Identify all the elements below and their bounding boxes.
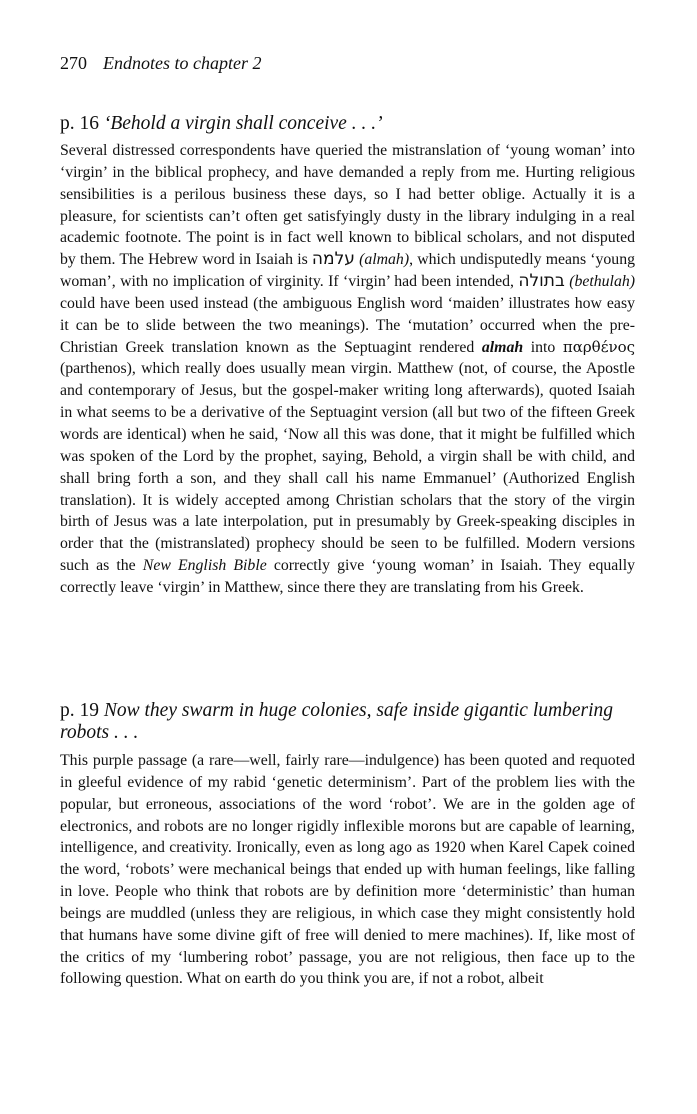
almah-transliteration: (almah): [359, 251, 410, 269]
running-header: [60, 52, 261, 74]
note-page-reference: p. 16: [60, 113, 99, 134]
book-title-neb: New English Bible: [142, 557, 267, 575]
almah-emphasis: almah: [481, 338, 524, 356]
paragraph: Several distressed correspondents have queried the mistranslation of ‘young woman’ into ‘virgin’ in the biblical prophecy, and have demanded a reply from me. Hurting religious sensibilities is a perilous business these days, so I had better oblige. Actually it is a pleasure, for scientists can’t often get satisfyingly dusty in the library indulging in a real academic footnote. The point is in fact well known to biblical scholars, and not disputed by them. The Hebrew word in Isaiah is עלמה (almah), which undisputedly means ‘young woman’, with no implication of virginity. If ‘virgin’ had been intended, בתולה (bethulah) could have been used instead (the ambiguous English word ‘maiden’ illustrates how easy it can be to slide between the two meanings). The ‘mutation’ occurred when the pre-Christian Greek translation known as the Septuagint rendered almah into παρθένος (parthenos), which really does usually mean virgin. Matthew (not, of course, the Apostle and contemporary of Jesus, but the gospel-maker writing long afterwards), quoted Isaiah in what seems to be a derivative of the Septuagint version (all but two of the fifteen Greek words are identical) when he said, ‘Now all this was done, that it might be fulfilled which was spoken of the Lord by the prophet, saying, Behold, a virgin shall be with child, and shall bring forth a son, and they shall call his name Emmanuel’ (Authorized English translation). It is widely accepted among Christian scholars that the story of the virgin birth of Jesus was a late interpolation, put in presumably by Greek-speaking disciples in order that the (mistranslated) prophecy should be seen to be fulfilled. Modern versions such as the New English Bible correctly give ‘young woman’ in Isaiah. They equally correctly leave ‘virgin’ in Matthew, since there they are translating from his Greek.: [60, 142, 636, 596]
hebrew-bethulah: בתולה: [518, 271, 565, 292]
note-body-p19: [60, 750, 635, 990]
greek-parthenos: παρθένος: [562, 337, 636, 356]
page-number: 270: [60, 53, 87, 73]
note-body-p16: [60, 140, 635, 599]
note-quotation: Now they swarm in huge colonies, safe inside gigantic lumbering robots . . .: [60, 700, 613, 743]
paragraph: This purple passage (a rare—well, fairly rare—indulgence) has been quoted and requoted in gleeful evidence of my rabid ‘genetic determinism’. Part of the problem lies with the popular, but erroneous, associations of the word ‘robot’. We are in the golden age of electronics, and robots are no longer rigidly inflexible morons but are capable of learning, intelligence, and creativity. Ironically, even as long ago as 1920 when Karel Capek coined the word, ‘robots’ were mechanical beings that ended up with human feelings, like falling in love. People who think that robots are by definition more ‘deterministic’ than human beings are muddled (unless they are religious, in which case they might consistently hold that humans have some divine gift of free will denied to mere machines). If, like most of the critics of my ‘lumbering robot’ passage, you are not religious, then face up to the following question. What on earth do you think you are, if not a robot, albeit: [60, 752, 635, 988]
running-title: Endnotes to chapter 2: [103, 53, 262, 73]
bethulah-transliteration: (bethulah): [569, 273, 636, 291]
note-quotation: ‘Behold a virgin shall conceive . . .’: [103, 113, 383, 134]
note-heading-p19: [60, 700, 635, 744]
note-heading-p16: [60, 113, 635, 135]
note-page-reference: p. 19: [60, 700, 99, 721]
hebrew-almah: עלמה: [311, 249, 355, 270]
